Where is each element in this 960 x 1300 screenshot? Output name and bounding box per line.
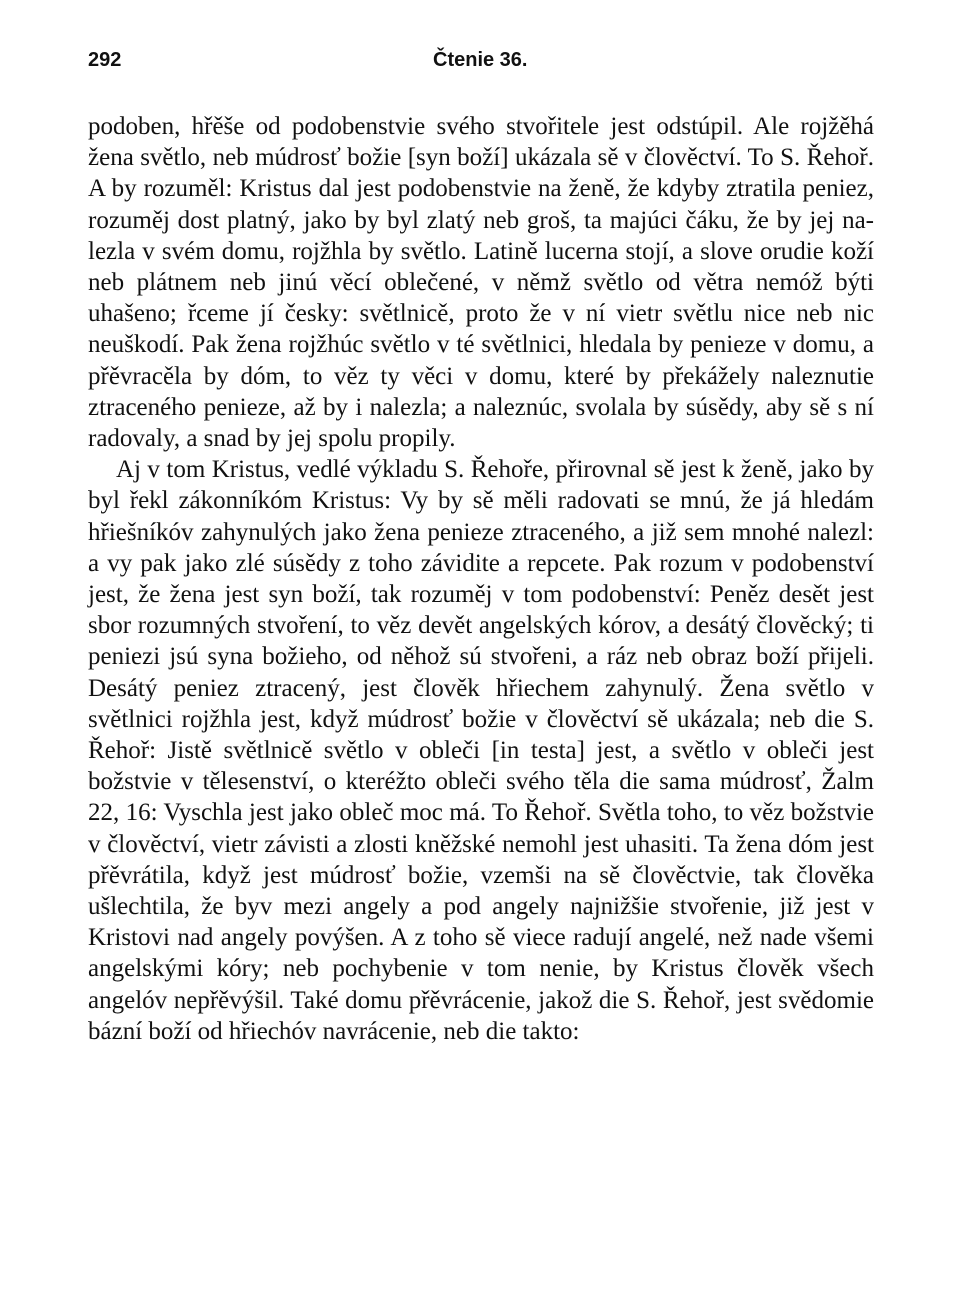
running-header	[88, 40, 874, 80]
body-text	[88, 111, 874, 1047]
running-title: Čtenie 36.	[433, 49, 528, 71]
paragraph: Aj v tom Kristus, vedlé výkladu S. Řehoře, přirovnal sě jest k ženě, jako by byl řekl zákonníkóm Kristus: Vy by sě měli radovati se mnú, že já hledám hřiešníkóv zahynulých jako žena penieze ztraceného, a již sem mnohé nalezl: a vy pak jako zlé súsědy z toho závidite a repcete. Pak rozum v podobenství jest, že žena jest syn boží, tak rozuměj v tom podobenství: Peněz desět jest sbor rozumných stvoření, to věz devět angelských kórov, a desátý člověcký; ti peniezi jsú syna božieho, od něhož sú stvořeni, a ráz neb obraz boží přijeli. Desátý peniez ztracený, jest člověk hřiechem zahynulý. Žena světlo v světlnici rojžhla jest, když múdrosť božie v člověctví sě ukázala; neb die S. Řehoř: Jistě světlnicě světlo v obleči [in testa] jest, a světlo v obleči jest božstvie v tělesenství, o kteréžto obleči svého těla die sama múdrosť, Žalm 22, 16: Vyschla jest jako obleč moc má. To Řehoř. Světla toho, to věz božstvie v člověctví, vietr závisti a zlosti kněžské nemohl jest uhasiti. Ta žena dóm jest přěvrátila, když jest múdrosť božie, vzemši na sě člověctvie, tak člověka ušlechtila, že byv mezi angely a pod angely najnižšie stvořenie, již jest v Kristovi nad angely povýšen. A z toho sě viece radují angelé, než nade všemi angelskými kóry; neb pochybenie v tom nenie, by Kristus člověk všech angelóv nepřěvýšil. Také domu přěvrácenie, jakož die S. Řehoř, jest svědomie bázní boží od hřiechóv navrácenie, neb die takto:	[88, 456, 874, 1045]
paragraph: podoben, hřěše od podobenstvie svého stvořitele jest odstúpil. Ale rojžěhá žena světlo, neb múdrosť božie [syn boží] ukázala sě v člověctví. To S. Řehoř. A by rozuměl: Kristus dal jest podobenstvie na ženě, že kdyby ztratila peniez, rozuměj dost platný, jako by byl zlatý neb groš, ta majúci čáku, že by jej nalezla v svém domu, rojžhla by světlo. Latině lucerna stojí, a slove orudie koží neb plátnem neb jinú věcí oblečené, v němž světlo od větra nemóž býti uhašeno; řceme jí česky: světlnicě, proto že v ní vietr světlu nice neb nic neuškodí. Pak žena rojžhúc světlo v té světlnici, hledala by penieze v domu, a přěvracěla by dóm, to věz ty věci v domu, které by překážely naleznutie ztraceného penieze, až by i nalezla; a naleznúc, svolala by súsědy, aby sě s ní radovaly, a snad by jej spolu propily.	[88, 113, 874, 453]
page-number: 292	[88, 49, 122, 71]
